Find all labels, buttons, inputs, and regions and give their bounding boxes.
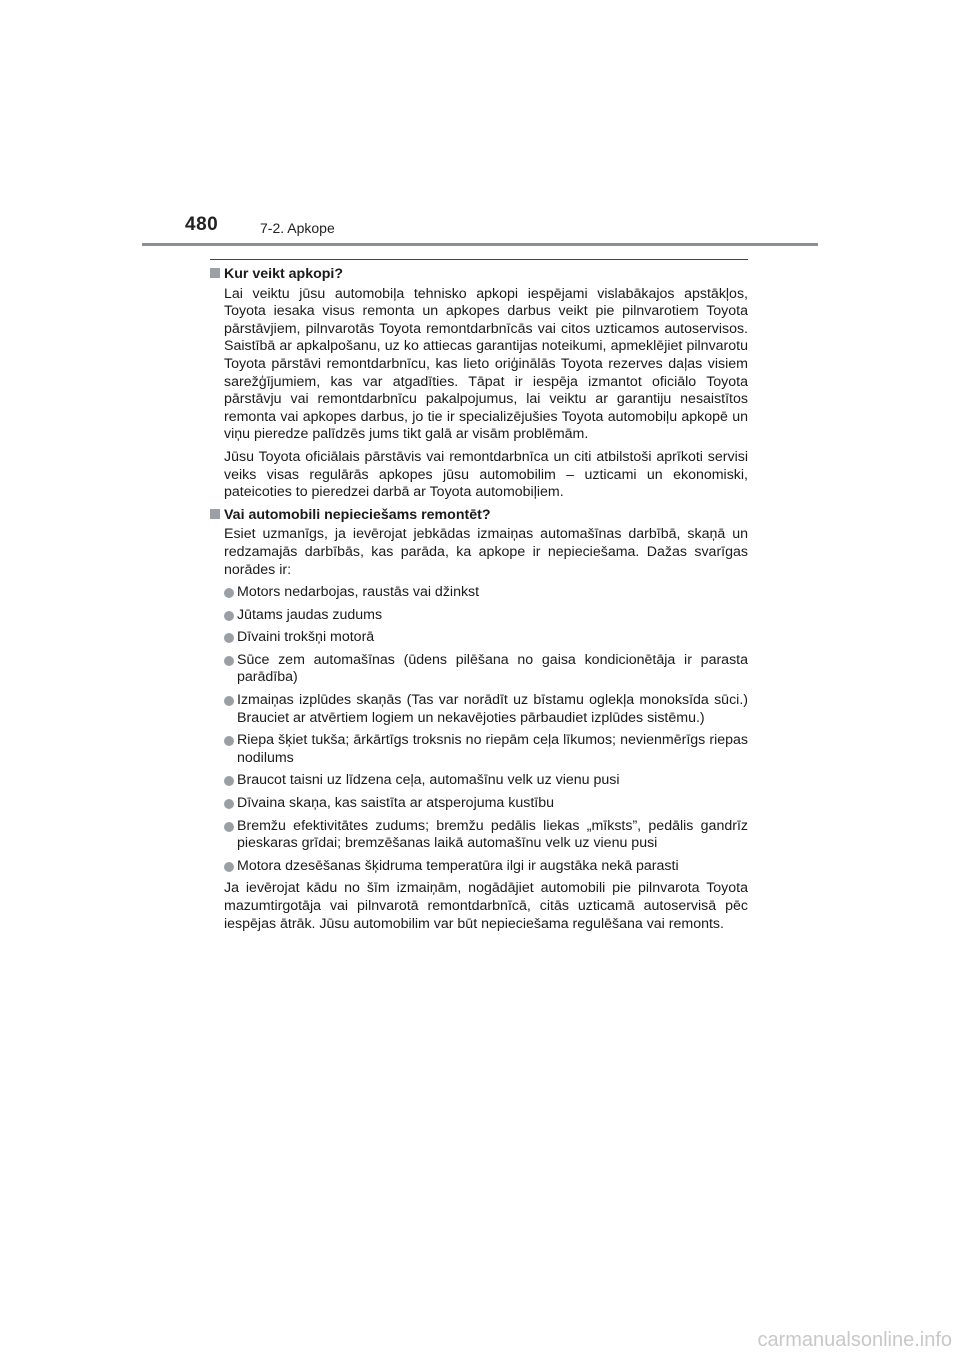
- paragraph: Jūsu Toyota oficiālais pārstāvis vai remontdarbnīca un citi atbilstoši aprīkoti servisi veiks visas regulārās apkopes jūsu automobilim – uzticami un ekonomiski, pateicoties to pieredzei darbā ar Toyota automobiļiem.: [224, 448, 748, 501]
- list-item: [210, 629, 748, 647]
- list-item: [210, 652, 748, 687]
- list-item: [210, 818, 748, 853]
- list-item-text: Sūce zem automašīnas (ūdens pilēšana no gaisa kondicionētāja ir parasta parādība): [237, 651, 748, 686]
- section-title: 7-2. Apkope: [260, 220, 335, 236]
- list-item-text: Motors nedarbojas, raustās vai džinkst: [237, 584, 480, 601]
- paragraph: Esiet uzmanīgs, ja ievērojat jebkādas izmaiņas automašīnas darbībā, skaņā un redzamajās darbībās, kas parāda, ka apkope ir nepieciešama. Dažas svarīgas norādes ir:: [224, 526, 748, 578]
- page-number: 480: [185, 214, 219, 235]
- symptom-list: [210, 584, 748, 875]
- round-bullet-icon: [224, 862, 234, 872]
- list-item: [210, 772, 748, 790]
- round-bullet-icon: [224, 656, 234, 666]
- section-heading: [210, 507, 748, 525]
- header-divider: [142, 243, 818, 246]
- round-bullet-icon: [224, 799, 234, 809]
- section-heading-text: Kur veikt apkopi?: [224, 266, 344, 282]
- paragraph: Lai veiktu jūsu automobiļa tehnisko apkopi iespējami vislabākajos apstākļos, Toyota iesaka visus remonta un apkopes darbus veikt pie pilnvarotiem Toyota pārstāvjiem, pilnvarotās Toyota remontdarbnīcās vai citos uzticamos autoservisos. Saistībā ar apkalpošanu, uz ko attiecas garantijas noteikumi, apmeklējiet pilnvarotu Toyota pārstāvi remontdarbnīcu, kas lieto oriģinālās Toyota rezerves daļas visiem sarežģījumiem, kas var atgadīties. Tāpat ir iespēja izmantot oficiālo Toyota pārstāvju vai remontdarbnīcu pakalpojumus, lai veiktu ar garantiju nesaistītos remonta vai apkopes darbus, jo tie ir specializējušies Toyota automobiļu apkopē un viņu pieredze palīdzēs jums tikt galā ar visām problēmām.: [224, 285, 748, 443]
- content-divider: [210, 259, 748, 260]
- square-bullet-icon: [210, 509, 220, 519]
- round-bullet-icon: [224, 633, 234, 643]
- round-bullet-icon: [224, 611, 234, 621]
- paragraph: Ja ievērojat kādu no šīm izmaiņām, nogādājiet automobili pie pilnvarota Toyota mazumtirgotāja vai pilnvarotā remontdarbnīcā, citās uzticamā autoservisā pēc iespējas ātrāk. Jūsu automobilim var būt nepieciešama regulēšana vai remonts.: [224, 880, 748, 932]
- section-heading: [210, 266, 748, 284]
- section-heading-text: Vai automobili nepieciešams remontēt?: [224, 506, 491, 523]
- round-bullet-icon: [224, 588, 234, 598]
- list-item-text: Bremžu efektivitātes zudums; bremžu pedālis liekas „mīksts”, pedālis gandrīz pieskaras grīdai; bremzēšanas laikā automašīnu velk uz vienu pusi: [237, 817, 748, 852]
- list-item-text: Izmaiņas izplūdes skaņās (Tas var norādīt uz bīstamu oglekļa monoksīda sūci.) Brauciet ar atvērtiem logiem un nekavējoties pārbaudiet izplūdes sistēmu.): [237, 692, 748, 726]
- page-content: [210, 266, 748, 938]
- list-item-text: Motora dzesēšanas šķidruma temperatūra ilgi ir augstāka nekā parasti: [237, 857, 679, 874]
- round-bullet-icon: [224, 776, 234, 786]
- list-item: [210, 607, 748, 625]
- list-item: [210, 858, 748, 876]
- round-bullet-icon: [224, 736, 234, 746]
- list-item: [210, 692, 748, 727]
- list-item-text: Jūtams jaudas zudums: [237, 606, 383, 623]
- list-item: [210, 795, 748, 813]
- round-bullet-icon: [224, 822, 234, 832]
- watermark: carmanualsonline.info: [757, 1329, 952, 1351]
- list-item: [210, 584, 748, 602]
- square-bullet-icon: [210, 268, 220, 278]
- list-item-text: Dīvaina skaņa, kas saistīta ar atsperojuma kustību: [237, 795, 555, 812]
- list-item: [210, 732, 748, 767]
- round-bullet-icon: [224, 696, 234, 706]
- list-item-text: Riepa šķiet tukša; ārkārtīgs troksnis no riepām ceļa līkumos; nevienmērīgs riepas nodilums: [237, 732, 748, 766]
- list-item-text: Braucot taisni uz līdzena ceļa, automašīnu velk uz vienu pusi: [237, 772, 620, 789]
- list-item-text: Dīvaini trokšņi motorā: [237, 629, 375, 646]
